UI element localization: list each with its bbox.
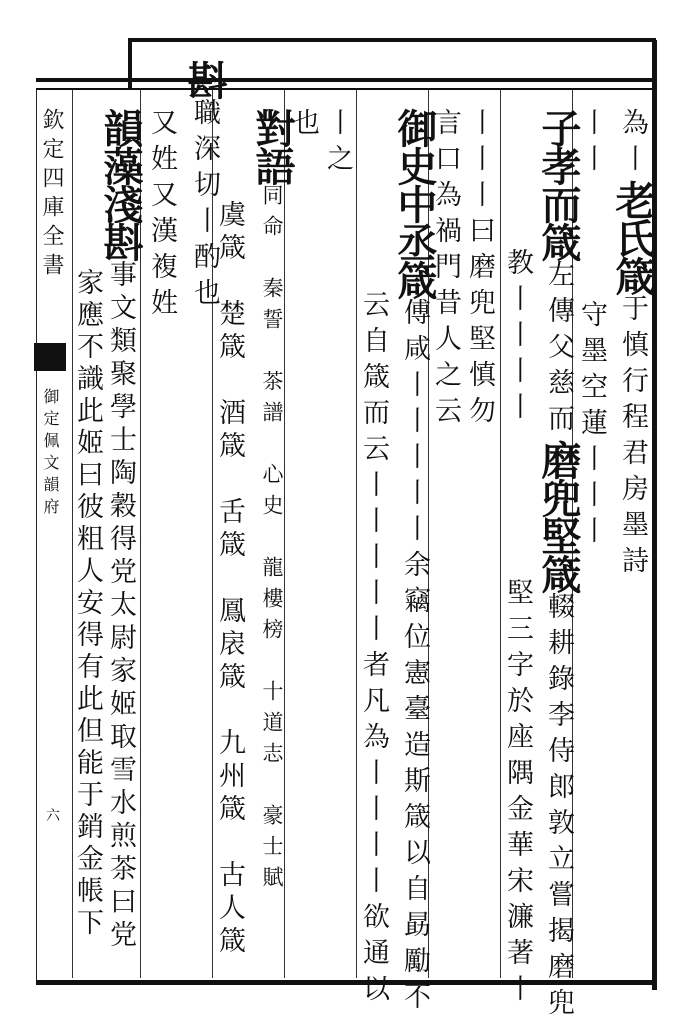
text-column	[391, 108, 438, 1018]
text-column	[466, 108, 493, 432]
text-column	[181, 60, 228, 314]
gutter-rule	[36, 90, 37, 980]
text-column	[249, 108, 296, 897]
col3-headword2: 磨兜堅箴	[535, 440, 582, 592]
col3-headword: 子孝而箴	[535, 108, 582, 260]
col2-part1: 丨丨	[576, 108, 607, 180]
col2-part2: 守墨空蓮丨丨丨	[576, 300, 607, 552]
column-rule	[356, 90, 357, 978]
text-column	[97, 108, 144, 953]
frame-tab-top	[128, 38, 656, 42]
fish-tail-marker	[34, 343, 66, 371]
col3-part4: 輟耕錄李侍郎敦立嘗揭磨兜	[543, 592, 574, 1024]
col9-part1: 丨之	[322, 108, 353, 180]
col12-part1: 虞箴 楚箴 酒箴 舌箴 鳳扆箴 九州箴 古人箴	[214, 200, 245, 959]
col7-headword: 御史中丞箴	[391, 108, 438, 298]
col15-headword: 韻藻淺斟	[97, 108, 144, 260]
col16-part1: 家應不識此姬曰彼粗人安得有此但能于銷金帳下	[72, 268, 103, 940]
col4-part1: 教丨丨丨丨	[502, 248, 533, 428]
col11-headword: 對語	[249, 108, 296, 184]
col13-headword: 斟	[181, 60, 228, 98]
col15-part2: 事文類聚學士陶穀得党太尉家姬取雪水煎茶曰党	[105, 260, 136, 953]
col4-part2: 堅三字於座隅金華宋濂著丨	[502, 578, 533, 1010]
text-column	[504, 248, 531, 1010]
sub-title: 御定佩文韻府	[41, 388, 60, 520]
text-column	[148, 108, 175, 324]
text-column	[609, 108, 656, 582]
frame-top-rule	[36, 78, 656, 82]
col5-part1: 丨丨丨曰磨兜堅慎勿	[464, 108, 495, 432]
col11-part2: 同命 秦誓 茶譜 心史 龍樓榜 十道志 豪士賦	[260, 184, 284, 897]
col13-part2: 職深切丨酌也	[189, 98, 220, 314]
col6-part1: 言口為禍門昔人之云	[430, 108, 461, 432]
frame-top-rule-inner	[36, 88, 656, 90]
text-column	[360, 290, 387, 1010]
column-rule	[500, 90, 501, 978]
col1-part1: 為丨	[617, 108, 648, 180]
text-column	[324, 108, 351, 180]
col7-part2: 傅咸丨丨丨丨丨余竊位憲臺造斯箴以自勗勵不	[399, 298, 430, 1018]
book-title: 欽定四庫全書	[39, 108, 64, 282]
col10-part1: 也	[288, 108, 319, 144]
text-column	[535, 108, 582, 1024]
col1-part3: 于慎行程君房墨詩	[617, 294, 648, 582]
col14-part1: 又姓又漢複姓	[146, 108, 177, 324]
page-number: 六	[46, 808, 60, 824]
text-column	[578, 108, 605, 552]
col3-part2: 左傳父慈而	[543, 260, 574, 440]
col8-part1: 云自箴而云丨丨丨丨丨者凡為丨丨丨丨欲通以	[358, 290, 389, 1010]
text-column	[74, 268, 101, 940]
col1-headword: 老氏箴	[609, 180, 656, 294]
